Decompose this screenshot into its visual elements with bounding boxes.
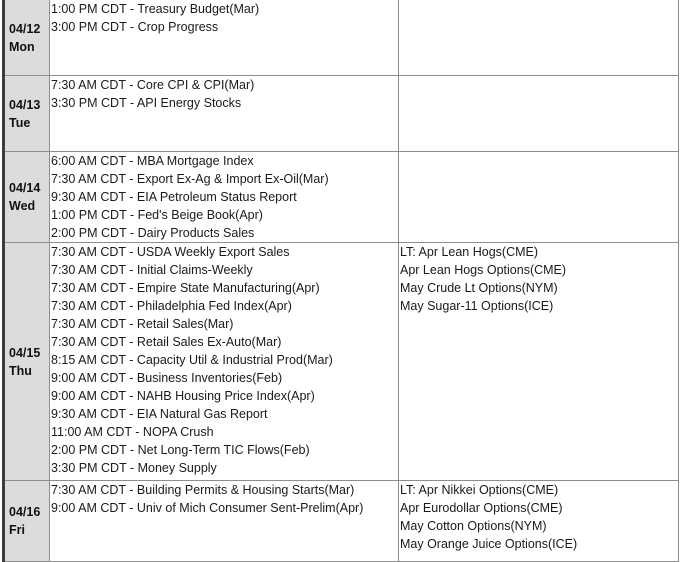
date-cell xyxy=(4,76,50,152)
events-cell xyxy=(50,0,399,76)
expiration-item: May Crude Lt Options(NYM) xyxy=(400,281,558,295)
date-cell xyxy=(4,152,50,243)
event-item: 3:30 PM CDT - API Energy Stocks xyxy=(51,96,242,110)
event-item: 7:30 AM CDT - Retail Sales(Mar) xyxy=(51,317,234,331)
event-item: 2:00 PM CDT - Net Long-Term TIC Flows(Feb) xyxy=(51,443,310,457)
event-item: 11:00 AM CDT - NOPA Crush xyxy=(51,425,214,439)
event-item: 2:00 PM CDT - Dairy Products Sales xyxy=(51,226,255,240)
date-cell xyxy=(4,0,50,76)
event-item: 7:30 AM CDT - Empire State Manufacturing(Apr) xyxy=(51,281,320,295)
event-item: 7:30 AM CDT - Core CPI & CPI(Mar) xyxy=(51,78,255,92)
event-item: 9:30 AM CDT - EIA Petroleum Status Report xyxy=(51,190,297,204)
date-label: 04/14 xyxy=(9,181,41,195)
calendar-body xyxy=(4,0,679,562)
events-cell xyxy=(50,243,399,481)
economic-calendar-table xyxy=(2,0,679,562)
weekday-label: Wed xyxy=(9,199,36,213)
calendar-row xyxy=(4,152,679,243)
event-item: 9:30 AM CDT - EIA Natural Gas Report xyxy=(51,407,268,421)
expirations-cell xyxy=(399,152,679,243)
calendar-row xyxy=(4,481,679,562)
weekday-label: Thu xyxy=(9,363,32,378)
event-item: 8:15 AM CDT - Capacity Util & Industrial Prod(Mar) xyxy=(51,353,333,367)
expiration-item: May Orange Juice Options(ICE) xyxy=(400,537,578,551)
calendar-row xyxy=(4,76,679,152)
event-item: 6:00 AM CDT - MBA Mortgage Index xyxy=(51,154,254,168)
expiration-item: Apr Eurodollar Options(CME) xyxy=(400,501,563,515)
expirations-cell xyxy=(399,76,679,152)
event-item: 7:30 AM CDT - Building Permits & Housing Starts(Mar) xyxy=(51,483,355,497)
expiration-item: LT: Apr Lean Hogs(CME) xyxy=(400,245,539,259)
expirations-cell xyxy=(399,0,679,76)
events-cell xyxy=(50,152,399,243)
calendar-row xyxy=(4,0,679,76)
event-item: 3:30 PM CDT - Money Supply xyxy=(51,461,217,475)
event-item: 7:30 AM CDT - Initial Claims-Weekly xyxy=(51,263,253,277)
event-item: 9:00 AM CDT - NAHB Housing Price Index(Apr) xyxy=(51,389,315,403)
date-cell xyxy=(4,243,50,481)
date-cell xyxy=(4,481,50,562)
event-item: 7:30 AM CDT - Export Ex-Ag & Import Ex-Oil(Mar) xyxy=(51,172,329,186)
expiration-item: LT: Apr Nikkei Options(CME) xyxy=(400,483,559,497)
event-item: 9:00 AM CDT - Business Inventories(Feb) xyxy=(51,371,283,385)
expirations-cell xyxy=(399,243,679,481)
expiration-item: Apr Lean Hogs Options(CME) xyxy=(400,263,567,277)
event-item: 9:00 AM CDT - Univ of Mich Consumer Sent-Prelim(Apr) xyxy=(51,501,364,515)
expiration-item: May Cotton Options(NYM) xyxy=(400,519,547,533)
event-item: 7:30 AM CDT - USDA Weekly Export Sales xyxy=(51,245,290,259)
event-item: 1:00 PM CDT - Fed's Beige Book(Apr) xyxy=(51,208,263,222)
event-item: 1:00 PM CDT - Treasury Budget(Mar) xyxy=(51,2,260,16)
date-label: 04/13 xyxy=(9,97,41,112)
weekday-label: Mon xyxy=(9,39,35,54)
weekday-label: Tue xyxy=(9,115,31,130)
events-cell xyxy=(50,76,399,152)
date-label: 04/16 xyxy=(9,505,41,519)
expiration-item: May Sugar-11 Options(ICE) xyxy=(400,299,554,313)
date-label: 04/12 xyxy=(9,21,41,36)
event-item: 7:30 AM CDT - Retail Sales Ex-Auto(Mar) xyxy=(51,335,282,349)
expirations-cell xyxy=(399,481,679,562)
date-label: 04/15 xyxy=(9,345,41,360)
events-cell xyxy=(50,481,399,562)
calendar-row xyxy=(4,243,679,481)
event-item: 3:00 PM CDT - Crop Progress xyxy=(51,20,219,34)
event-item: 7:30 AM CDT - Philadelphia Fed Index(Apr) xyxy=(51,299,292,313)
weekday-label: Fri xyxy=(9,523,25,537)
